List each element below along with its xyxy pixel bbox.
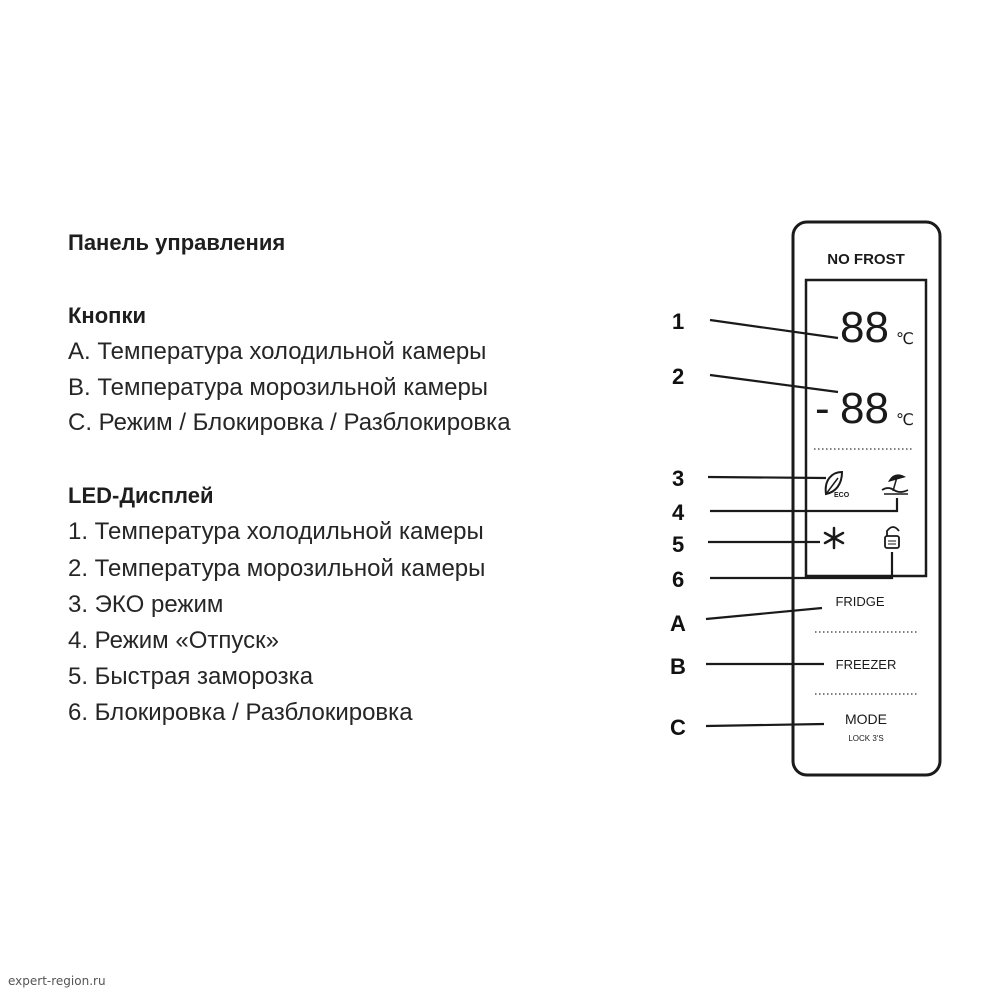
freezer-button[interactable]: FREEZER bbox=[835, 657, 897, 672]
display-heading: LED-Дисплей bbox=[68, 483, 214, 508]
display-item-1: 1. Температура холодильной камеры bbox=[68, 518, 484, 545]
callout-line-1 bbox=[710, 320, 838, 338]
callout-b: B bbox=[670, 654, 686, 679]
vacation-umbrella-icon bbox=[882, 474, 908, 494]
callout-line-3 bbox=[708, 477, 826, 478]
callout-line-4 bbox=[710, 498, 897, 511]
display-item-4: 4. Режим «Отпуск» bbox=[68, 627, 279, 654]
buttons-heading: Кнопки bbox=[68, 303, 146, 328]
fridge-temp-readout bbox=[840, 303, 914, 352]
display-item-5: 5. Быстрая заморозка bbox=[68, 663, 314, 690]
callout-3: 3 bbox=[672, 466, 685, 491]
page-title: Панель управления bbox=[68, 230, 286, 255]
callout-4: 4 bbox=[672, 500, 685, 525]
fridge-button[interactable]: FRIDGE bbox=[835, 594, 885, 609]
brand-label: NO FROST bbox=[827, 251, 905, 268]
button-item-c: C. Режим / Блокировка / Разблокировка bbox=[68, 409, 511, 436]
display-item-6: 6. Блокировка / Разблокировка bbox=[68, 699, 413, 726]
freezer-unit: ℃ bbox=[896, 412, 914, 429]
fridge-temp-digits: 88 bbox=[840, 303, 889, 352]
lock-icon bbox=[885, 527, 899, 548]
eco-label: ECO bbox=[834, 492, 850, 499]
callout-a: A bbox=[670, 611, 686, 636]
display-item-2: 2. Температура морозильной камеры bbox=[68, 555, 486, 582]
callout-c: C bbox=[670, 715, 686, 740]
callout-6: 6 bbox=[672, 567, 685, 592]
callout-line-6 bbox=[710, 552, 892, 578]
mode-sub-label: LOCK 3'S bbox=[848, 734, 884, 743]
callout-line-a bbox=[706, 608, 822, 619]
watermark: expert-region.ru bbox=[8, 974, 106, 988]
callout-1: 1 bbox=[672, 309, 685, 334]
display-item-3: 3. ЭКО режим bbox=[68, 591, 224, 618]
fridge-unit: ℃ bbox=[896, 331, 914, 348]
callout-line-c bbox=[706, 724, 824, 726]
eco-leaf-icon bbox=[826, 472, 850, 499]
button-item-b: B. Температура морозильной камеры bbox=[68, 374, 489, 401]
callout-5: 5 bbox=[672, 532, 685, 557]
quick-freeze-snowflake-icon bbox=[825, 528, 843, 548]
mode-button[interactable]: MODE bbox=[845, 711, 887, 727]
freezer-sign: - bbox=[815, 384, 830, 433]
button-item-a: A. Температура холодильной камеры bbox=[68, 338, 487, 365]
callout-2: 2 bbox=[672, 364, 685, 389]
freezer-temp-digits: 88 bbox=[840, 384, 889, 433]
